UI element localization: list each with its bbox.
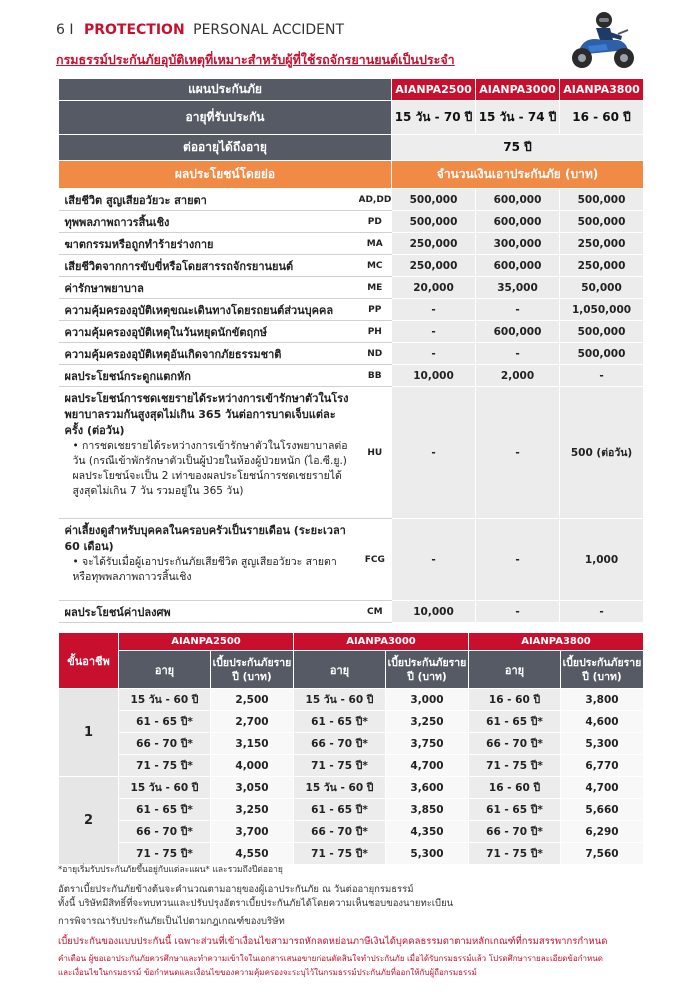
benefit-amount: 35,000 [476,277,560,299]
benefit-amount: 50,000 [560,277,644,299]
age-col-header: อายุ [294,651,386,689]
benefit-row-fcg [59,519,644,601]
warning-note: และเงื่อนไขในกรมธรรม์ ข้อกำหนดและเงื่อนไขของความคุ้มครองจะระบุไว้ในกรมธรรม์ประกันภัยที่ออกให้กับผู้ถือกรมธรรม์ [58,968,477,977]
premium-age: 71 - 75 ปี* [294,755,386,777]
premium-amount: 3,050 [211,777,294,799]
premium-amount: 4,000 [211,755,294,777]
benefit-amount: - [476,387,560,519]
renew-value: 75 ปี [392,135,644,161]
premium-age: 16 - 60 ปี [469,777,561,799]
premium-row [59,755,644,777]
benefit-amount: 250,000 [560,233,644,255]
benefit-row [59,277,644,299]
premium-age: 71 - 75 ปี* [469,755,561,777]
benefit-amount: 250,000 [392,233,476,255]
premium-plan-name: AIANPA3000 [294,633,469,651]
premium-age: 61 - 65 ปี* [294,799,386,821]
benefit-amount: - [392,519,476,601]
premium-age: 15 วัน - 60 ปี [119,689,211,711]
premium-amount: 5,300 [386,843,469,865]
benefit-code: MC [359,255,392,277]
premium-age: 61 - 65 ปี* [469,799,561,821]
hu-title: ผลประโยชน์การชดเชยรายได้ระหว่างการเข้ารักษาตัวในโรงพยาบาลรวมกันสูงสุดไม่เกิน 365 วันต่อการบาดเจ็บแต่ละครั้ง (ต่อวัน) [64,392,349,437]
premium-age: 71 - 75 ปี* [469,843,561,865]
premium-amount: 3,250 [211,799,294,821]
benefit-code: FCG [359,519,392,601]
premium-amount: 3,750 [386,733,469,755]
benefit-amount: 500,000 [560,211,644,233]
premium-col-row [59,651,644,689]
premium-age: 61 - 65 ปี* [119,711,211,733]
benefit-amount: - [392,387,476,519]
benefit-row [59,343,644,365]
premium-col-header: เบี้ยประกันภัยรายปี (บาท) [211,651,294,689]
premium-age: 66 - 70 ปี* [119,821,211,843]
age-label: อายุที่รับประกัน [59,101,392,135]
premium-age: 71 - 75 ปี* [119,843,211,865]
occupation-header [59,633,119,689]
benefit-row [59,321,644,343]
benefit-amount: 600,000 [476,189,560,211]
premium-plan-row [59,633,644,651]
footnote-line: การพิจารณารับประกันภัยเป็นไปตามกฎเกณฑ์ของบริษัท [58,916,285,927]
premium-age: 61 - 65 ปี* [469,711,561,733]
premium-age: 61 - 65 ปี* [294,711,386,733]
premium-amount: 6,770 [561,755,644,777]
benefit-row [59,365,644,387]
benefit-code: PD [359,211,392,233]
benefit-amount: 600,000 [476,255,560,277]
benefit-row [59,255,644,277]
plan-name: AIANPA2500 [392,79,476,101]
benefit-amount: 300,000 [476,233,560,255]
benefit-label: เสียชีวิตจากการขับขี่หรือโดยสารรถจักรยานยนต์ [59,255,359,277]
hu-note: • การชดเชยรายได้ระหว่างการเข้ารักษาตัวในโรงพยาบาลต่อวัน (กรณีเข้าพักรักษาตัวเป็นผู้ป่วยในห้องผู้ป่วยหนัก (ไอ.ซี.ยู.) ผลประโยชน์จะเป็น 2 เท่าของผลประโยชน์การชดเชยรายได้สูงสุดไม่เกิน 7 วัน รวมอยู่ใน 365 วัน) [72,440,348,497]
benefit-row [59,233,644,255]
motorcycle-rider-icon [566,6,638,72]
benefit-amount: 500 (ต่อวัน) [560,387,644,519]
fcg-title: ค่าเลี้ยงดูสำหรับบุคคลในครอบครัวเป็นรายเดือน (ระยะเวลา 60 เดือน) [64,524,346,553]
benefit-amount: 10,000 [392,365,476,387]
premium-amount: 3,150 [211,733,294,755]
benefit-code: HU [359,387,392,519]
benefit-amount: - [392,343,476,365]
benefit-label: ค่ารักษาพยาบาล [59,277,359,299]
benefit-amount: 500,000 [560,343,644,365]
premium-amount: 2,500 [211,689,294,711]
benefit-amount: 20,000 [392,277,476,299]
tax-note: เบี้ยประกันของแบบประกันนี้ เฉพาะส่วนที่เข้าเงื่อนไขสามารถหักลดหย่อนภาษีเงินได้บุคคลธรรมดาตามหลักเกณฑ์ที่กรมสรรพากรกำหนด [58,936,608,947]
premium-amount: 4,700 [386,755,469,777]
page-header [56,22,344,42]
plan-row [59,79,644,101]
premium-amount: 5,660 [561,799,644,821]
fcg-note: • จะได้รับเมื่อผู้เอาประกันภัยเสียชีวิต สูญเสียอวัยวะ สายตา หรือทุพพลภาพถาวรสิ้นเชิง [72,556,337,583]
premium-amount: 3,700 [211,821,294,843]
premium-amount: 2,700 [211,711,294,733]
header-separator: I [69,22,74,38]
benefit-label: ความคุ้มครองอุบัติเหตุในวันหยุดนักขัตฤกษ์ [59,321,359,343]
premium-row [59,821,644,843]
benefit-amount: 250,000 [560,255,644,277]
plan-name: AIANPA3000 [476,79,560,101]
premium-amount: 3,850 [386,799,469,821]
benefit-amount: 500,000 [560,321,644,343]
plan-title: กรมธรรม์ประกันภัยอุบัติเหตุที่เหมาะสำหรับผู้ที่ใช้รถจักรยานยนต์เป็นประจำ [56,52,455,67]
benefit-amount: 600,000 [476,211,560,233]
benefit-amount: 10,000 [392,601,476,623]
benefit-amount: 2,000 [476,365,560,387]
premium-age: 71 - 75 ปี* [294,843,386,865]
benefit-amount: 250,000 [392,255,476,277]
benefit-amount: - [476,519,560,601]
footnote-line: ทั้งนี้ บริษัทมีสิทธิ์ที่จะทบทวนและปรับปรุงอัตราเบี้ยประกันภัยได้โดยความเห็นชอบของนายทะเบียน [58,898,454,909]
premium-amount: 4,600 [561,711,644,733]
premium-amount: 3,250 [386,711,469,733]
age-range: 15 วัน - 70 ปี [392,101,476,135]
benefit-amount: - [560,365,644,387]
benefit-row [59,299,644,321]
benefit-label: ฆาตกรรมหรือถูกทำร้ายร่างกาย [59,233,359,255]
premium-age: 66 - 70 ปี* [294,821,386,843]
benefit-amount: - [560,601,644,623]
occupation-label: ขั้นอาชีพ [67,654,110,668]
benefit-label: เสียชีวิต สูญเสียอวัยวะ สายตา [59,189,359,211]
benefit-label: ผลประโยชน์ค่าปลงศพ [59,601,359,623]
benefit-amount: - [392,299,476,321]
occupation-class: 2 [59,777,119,865]
benefits-table [58,78,644,623]
premium-row [59,777,644,799]
benefit-amount: - [476,299,560,321]
premium-amount: 4,350 [386,821,469,843]
premium-plan-name: AIANPA2500 [119,633,294,651]
benefit-amount: 600,000 [476,321,560,343]
section-subtitle: PERSONAL ACCIDENT [193,22,345,38]
warning-note: คำเตือน ผู้ขอเอาประกันภัยควรศึกษาและทำความเข้าใจในเอกสารเสนอขายก่อนตัดสินใจทำประกันภัย เมื่อได้รับกรมธรรม์แล้ว โปรดศึกษารายละเอียดข้อกำหนด [58,954,603,963]
premium-table [58,632,644,865]
section-title: PROTECTION [83,22,185,38]
benefit-code: AD,DD [359,189,392,211]
footnote-line: อัตราเบี้ยประกันภัยข้างต้นจะคำนวณตามอายุของผู้เอาประกันภัย ณ วันต่ออายุกรมธรรม์ [58,884,414,895]
premium-amount: 3,600 [386,777,469,799]
premium-age: 66 - 70 ปี* [469,733,561,755]
amount-header: จำนวนเงินเอาประกันภัย (บาท) [392,161,644,189]
benefit-code: MA [359,233,392,255]
premium-amount: 4,700 [561,777,644,799]
benefit-amount: - [392,321,476,343]
benefit-label-fcg [59,519,359,601]
benefit-row-hu [59,387,644,519]
benefit-row [59,601,644,623]
renew-label: ต่ออายุได้ถึงอายุ [59,135,392,161]
premium-age: 15 วัน - 60 ปี [294,777,386,799]
plan-label: แผนประกันภัย [59,79,392,101]
premium-age: 66 - 70 ปี* [294,733,386,755]
age-range: 16 - 60 ปี [560,101,644,135]
benefit-amount: - [476,343,560,365]
age-range: 15 วัน - 74 ปี [476,101,560,135]
premium-amount: 3,800 [561,689,644,711]
benefit-code: ND [359,343,392,365]
benefit-code: PH [359,321,392,343]
premium-age: 16 - 60 ปี [469,689,561,711]
benefit-label: ผลประโยชน์กระดูกแตกหัก [59,365,359,387]
premium-row [59,799,644,821]
premium-amount: 7,560 [561,843,644,865]
renew-row [59,135,644,161]
premium-col-header: เบี้ยประกันภัยรายปี (บาท) [386,651,469,689]
benefit-amount: 1,050,000 [560,299,644,321]
premium-age: 15 วัน - 60 ปี [294,689,386,711]
plan-name: AIANPA3800 [560,79,644,101]
benefit-label: ความคุ้มครองอุบัติเหตุอันเกิดจากภัยธรรมชาติ [59,343,359,365]
premium-row [59,689,644,711]
benefit-code: CM [359,601,392,623]
occupation-class: 1 [59,689,119,777]
premium-row [59,733,644,755]
premium-amount: 3,000 [386,689,469,711]
benefit-code: ME [359,277,392,299]
benefit-amount: 500,000 [392,211,476,233]
benefit-label: ทุพพลภาพถาวรสิ้นเชิง [59,211,359,233]
benefit-amount: 500,000 [560,189,644,211]
premium-amount: 6,290 [561,821,644,843]
asterisk-note: *อายุเริ่มรับประกันภัยขึ้นอยู่กับแต่ละแผน* และรวมถึงปีต่ออายุ [58,865,283,875]
premium-age: 66 - 70 ปี* [119,733,211,755]
benefit-label-hu [59,387,359,519]
age-row [59,101,644,135]
benefit-code: PP [359,299,392,321]
benefit-header: ผลประโยชน์โดยย่อ [59,161,392,189]
benefit-amount: 500,000 [392,189,476,211]
benefit-amount: 1,000 [560,519,644,601]
benefit-row [59,189,644,211]
benefit-header-row [59,161,644,189]
premium-age: 61 - 65 ปี* [119,799,211,821]
premium-plan-name: AIANPA3800 [469,633,644,651]
premium-age: 66 - 70 ปี* [469,821,561,843]
premium-amount: 5,300 [561,733,644,755]
page-number: 6 [56,22,65,38]
age-col-header: อายุ [119,651,211,689]
benefit-label: ความคุ้มครองอุบัติเหตุขณะเดินทางโดยรถยนต์ส่วนบุคคล [59,299,359,321]
benefit-amount: - [476,601,560,623]
benefit-code: BB [359,365,392,387]
premium-amount: 4,550 [211,843,294,865]
premium-row [59,711,644,733]
premium-col-header: เบี้ยประกันภัยรายปี (บาท) [561,651,644,689]
premium-age: 15 วัน - 60 ปี [119,777,211,799]
premium-age: 71 - 75 ปี* [119,755,211,777]
benefit-row [59,211,644,233]
age-col-header: อายุ [469,651,561,689]
